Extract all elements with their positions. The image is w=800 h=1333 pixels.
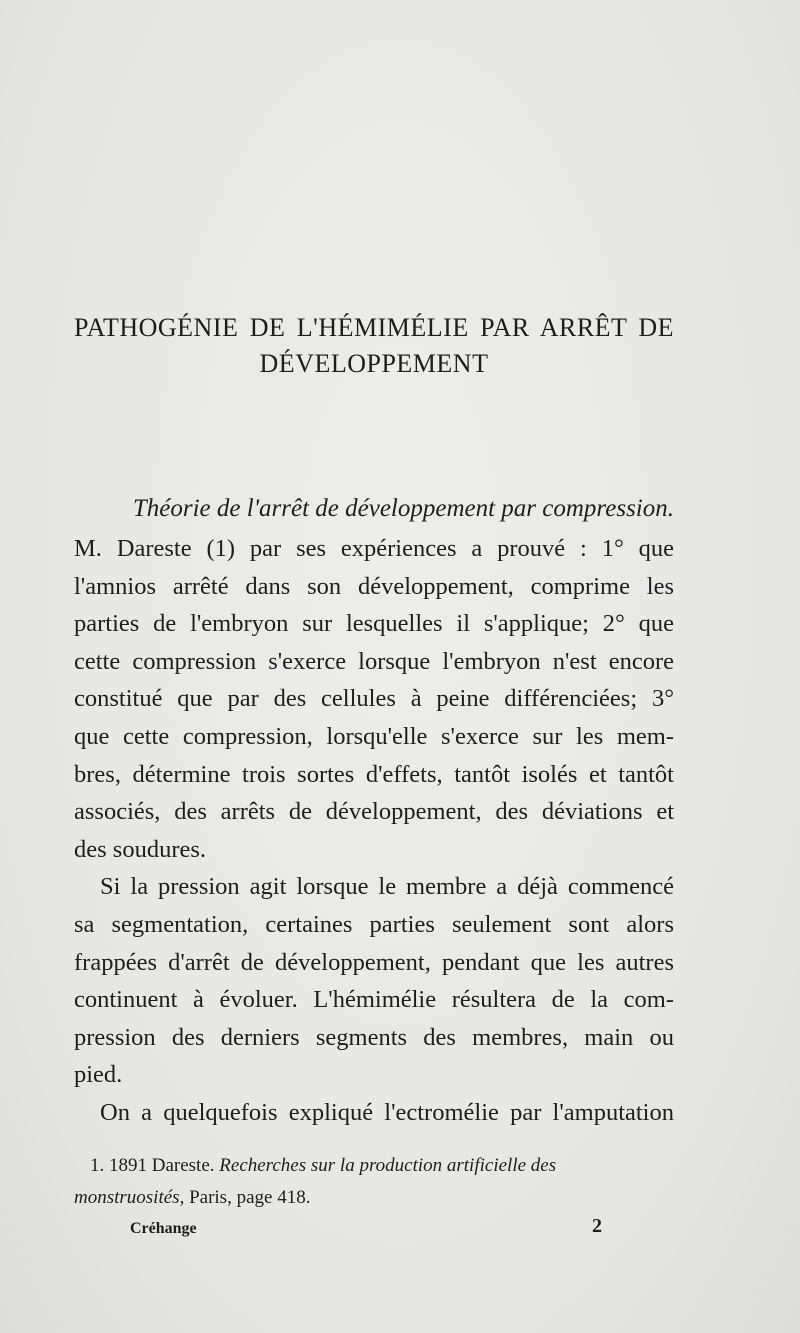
- footnote-title: Recherches sur la production artificielle des: [219, 1155, 557, 1176]
- body-line: des soudures.: [74, 835, 207, 863]
- body-line: M. Dareste (1) par ses expériences a prouvé : 1° que: [74, 535, 674, 562]
- body-line: que cette compression, lorsqu'elle s'exerce sur les mem-: [74, 722, 674, 750]
- footnote-line-2: [74, 1182, 674, 1214]
- body-line: bres, détermine trois sortes d'effets, tantôt isolés et tantôt: [74, 760, 674, 788]
- body-line: pression des derniers segments des membres, main ou: [74, 1023, 674, 1051]
- body-line: constitué que par des cellules à peine différenciées; 3°: [74, 685, 674, 713]
- footnote-source: , Paris, page 418.: [179, 1187, 311, 1208]
- footnote-number: 1.: [90, 1155, 105, 1176]
- running-footer: Créhange: [130, 1220, 197, 1237]
- body-line: pied.: [74, 1061, 123, 1089]
- body-line: associés, des arrêts de développement, des déviations et: [74, 798, 674, 826]
- body-line: sa segmentation, certaines parties seulement sont alors: [74, 910, 674, 938]
- footnote-title-cont: monstruosités: [74, 1187, 180, 1208]
- body-line: Si la pression agit lorsque le membre a déjà commencé: [100, 873, 674, 901]
- body-line: On a quelquefois expliqué l'ectromélie par l'amputation: [100, 1098, 674, 1126]
- chapter-title-line-2: DÉVELOPPEMENT: [259, 349, 489, 378]
- body-line: continuent à évoluer. L'hémimélie résultera de la com-: [74, 986, 674, 1014]
- body-text: [74, 530, 674, 1132]
- body-line: parties de l'embryon sur lesquelles il s'applique; 2° que: [74, 610, 674, 638]
- footnote: [74, 1150, 674, 1214]
- body-line: cette compression s'exerce lorsque l'embryon n'est encore: [74, 647, 674, 675]
- footnote-author: 1891 Dareste.: [109, 1155, 215, 1176]
- footnote-line-1: [74, 1150, 674, 1182]
- body-line: frappées d'arrêt de développement, pendant que les autres: [74, 948, 674, 976]
- section-heading: Théorie de l'arrêt de développement par compression.: [132, 495, 674, 522]
- body-line: l'amnios arrêté dans son développement, comprime les: [74, 572, 674, 600]
- chapter-title-line-1: PATHOGÉNIE DE L'HÉMIMÉLIE PAR ARRÊT DE: [74, 313, 674, 342]
- page-number: 2: [592, 1215, 602, 1237]
